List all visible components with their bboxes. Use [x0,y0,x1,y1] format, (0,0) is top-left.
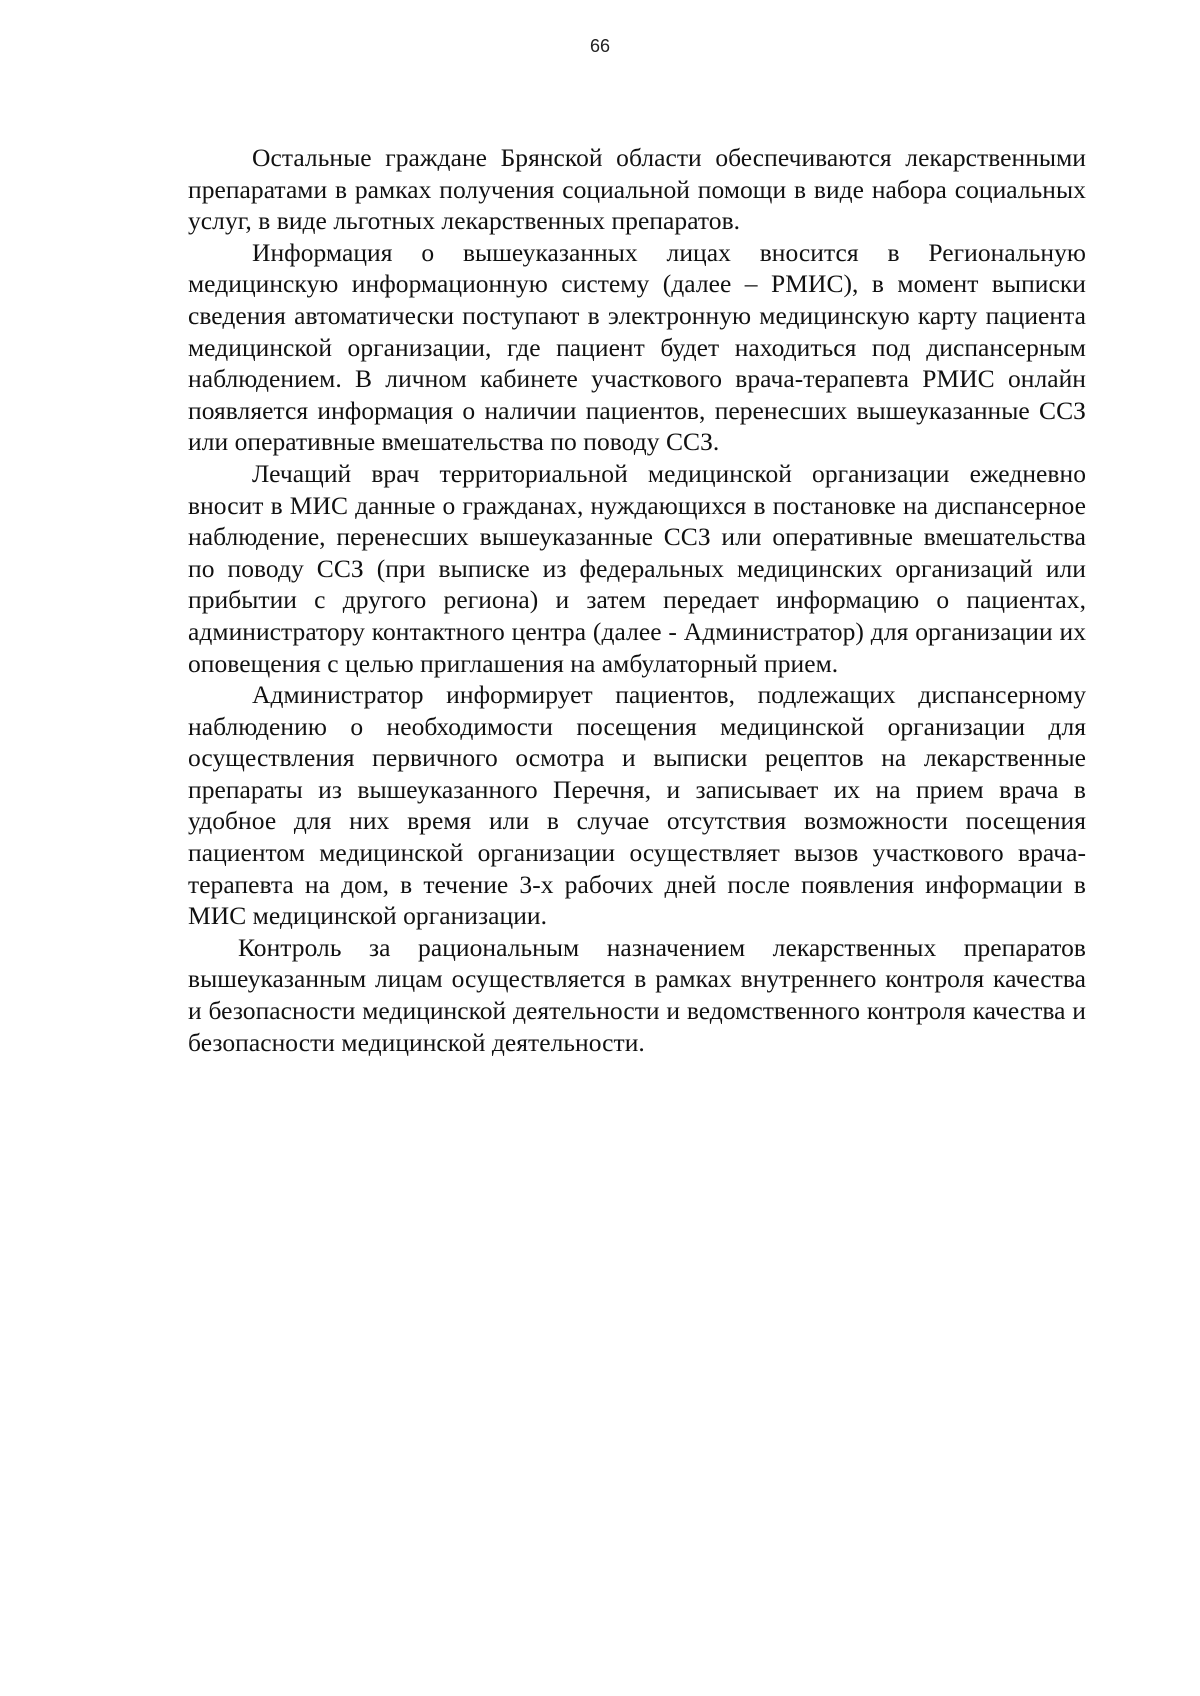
document-body [188,142,1086,1058]
paragraph-control: Контроль за рациональным назначением лекарственных препаратов вышеуказанным лицам осуществляется в рамках внутреннего контроля качества и безопасности медицинской деятельности и ведомственного контроля качества и безопасности медицинской деятельности. [188,932,1086,1057]
paragraph-administrator: Администратор информирует пациентов, подлежащих диспансерному наблюдению о необходимости посещения медицинской организации для осуществления первичного осмотра и выписки рецептов на лекарственные препараты из вышеуказанного Перечня, и записывает их на прием врача в удобное для них время или в случае отсутствия возможности посещения пациентом медицинской организации осуществляет вызов участкового врача-терапевта на дом, в течение 3-х рабочих дней после появления информации в МИС медицинской организации. [188,680,1086,931]
paragraph-other-citizens: Остальные граждане Брянской области обеспечиваются лекарственными препаратами в рамках получения социальной помощи в виде набора социальных услуг, в виде льготных лекарственных препаратов. [188,143,1086,236]
paragraph-rmis-information: Информация о вышеуказанных лицах вносится в Региональную медицинскую информационную систему (далее – РМИС), в момент выписки сведения автоматически поступают в электронную медицинскую карту пациента медицинской организации, где пациент будет находиться под диспансерным наблюдением. В личном кабинете участкового врача-терапевта РМИС онлайн появляется информация о наличии пациентов, перенесших вышеуказанные ССЗ или оперативные вмешательства по поводу ССЗ. [188,237,1086,457]
page-number: 66 [589,36,611,56]
paragraph-attending-physician: Лечащий врач территориальной медицинской организации ежедневно вносит в МИС данные о гражданах, нуждающихся в постановке на диспансерное наблюдение, перенесших вышеуказанные ССЗ или оперативные вмешательства по поводу ССЗ (при выписке из федеральных медицинских организаций или прибытии с другого региона) и затем передает информацию о пациентах, администратору контактного центра (далее - Администратор) для организации их оповещения с целью приглашения на амбулаторный прием. [188,458,1086,678]
